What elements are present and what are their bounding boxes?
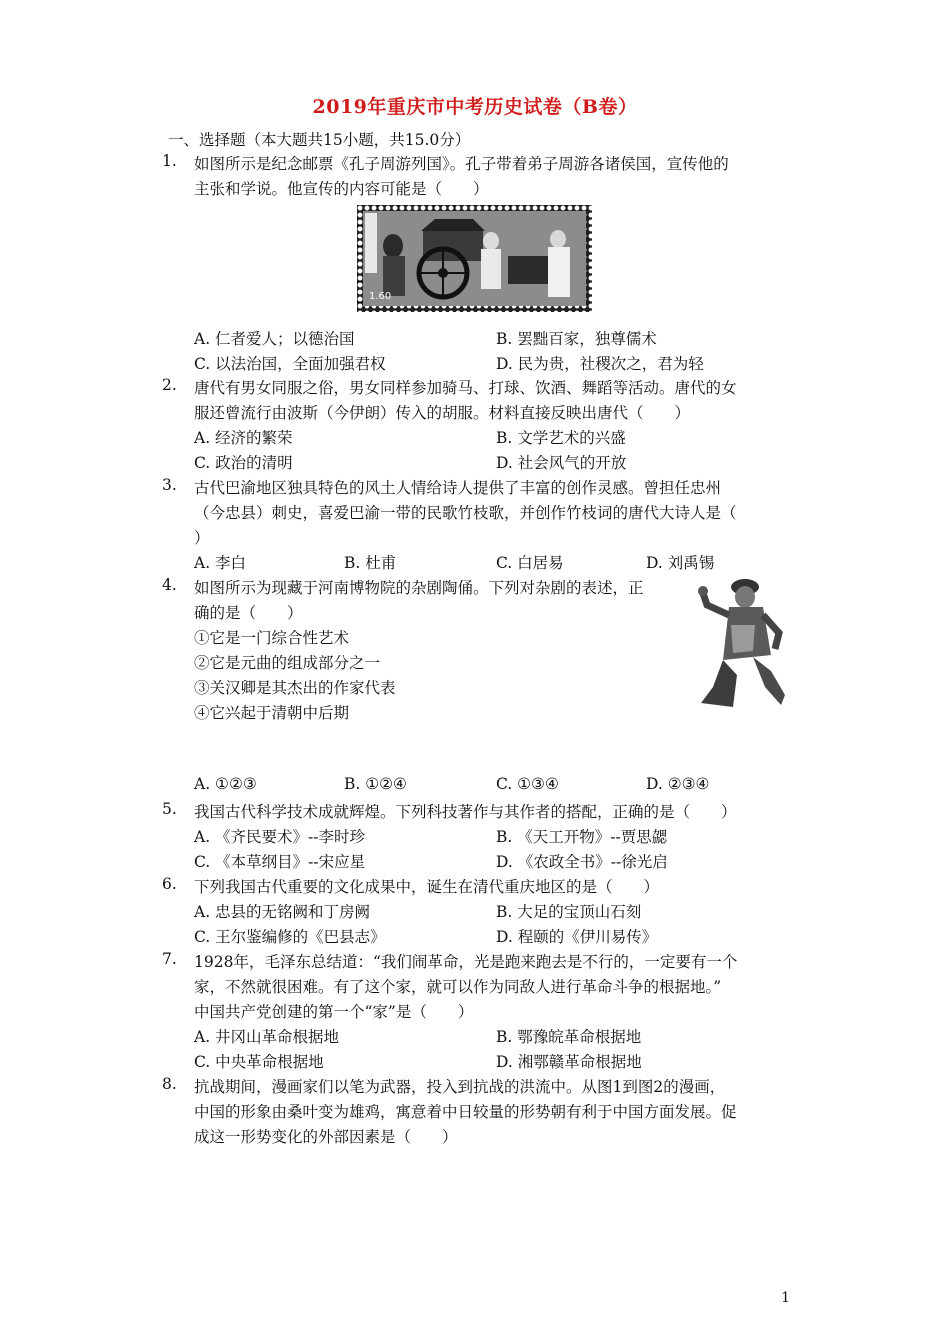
question-line: 服还曾流行由波斯（今伊朗）传入的胡服。材料直接反映出唐代（ ） <box>194 404 691 422</box>
question-line: 1928年，毛泽东总结道：“我们闹革命，光是跑来跑去是不行的，一定要有一个 <box>194 953 738 971</box>
option-c: C. 以法治国，全面加强君权 <box>194 355 386 373</box>
statement-1: ①它是一门综合性艺术 <box>194 629 350 647</box>
option-c: C. 政治的清明 <box>194 454 293 472</box>
option-b: B. 鄂豫皖革命根据地 <box>496 1028 642 1046</box>
option-d: D. 社会风气的开放 <box>496 454 627 472</box>
option-b: B. 《天工开物》--贾思勰 <box>496 828 668 846</box>
question-number: 7. <box>162 950 177 968</box>
question-line: 成这一形势变化的外部因素是（ ） <box>194 1128 458 1146</box>
option-a: A. ①②③ <box>194 775 257 793</box>
question-line: 中国共产党创建的第一个“家”是（ ） <box>194 1003 474 1021</box>
option-b: B. 大足的宝顶山石刻 <box>496 903 642 921</box>
option-a: A. 经济的繁荣 <box>194 429 293 447</box>
option-b: B. 文学艺术的兴盛 <box>496 429 626 447</box>
question-line: 古代巴渝地区独具特色的风土人情给诗人提供了丰富的创作灵感。曾担任忠州 <box>194 479 722 497</box>
option-c: C. 《本草纲目》--宋应星 <box>194 853 366 871</box>
option-d: D. 《农政全书》--徐光启 <box>496 853 668 871</box>
option-a: A. 仁者爱人；以德治国 <box>194 330 355 348</box>
exam-title: 2019年重庆市中考历史试卷（B卷） <box>312 96 638 118</box>
question-line: 家，不然就很困难。有了这个家，就可以作为同敌人进行革命斗争的根据地。” <box>194 978 722 996</box>
question-number: 5. <box>162 800 177 818</box>
option-a: A. 《齐民要术》--李时珍 <box>194 828 366 846</box>
question-number: 3. <box>162 476 177 494</box>
option-c: C. ①③④ <box>496 775 559 793</box>
option-d: D. ②③④ <box>646 775 710 793</box>
question-line: 主张和学说。他宣传的内容可能是（ ） <box>194 180 489 198</box>
option-b: B. ①②④ <box>344 775 407 793</box>
option-d: D. 程颐的《伊川易传》 <box>496 928 658 946</box>
question-number: 6. <box>162 875 177 893</box>
statement-3: ③关汉卿是其杰出的作家代表 <box>194 679 396 697</box>
option-c: C. 中央革命根据地 <box>194 1053 324 1071</box>
option-c: C. 王尔鉴编修的《巴县志》 <box>194 928 386 946</box>
stamp-value: 1.60 <box>369 291 392 302</box>
page-number: 1 <box>781 1290 790 1306</box>
question-number: 4. <box>162 576 177 594</box>
option-d: D. 民为贵，社稷次之，君为轻 <box>496 355 704 373</box>
question-line: 下列我国古代重要的文化成果中，诞生在清代重庆地区的是（ ） <box>194 878 660 896</box>
question-number: 1. <box>162 152 177 170</box>
question-number: 2. <box>162 376 177 394</box>
option-a: A. 忠县的无铭阙和丁房阙 <box>194 903 371 921</box>
question-line: （今忠县）刺史，喜爱巴渝一带的民歌竹枝歌，并创作竹枝词的唐代大诗人是（ <box>194 504 737 522</box>
option-a: A. 李白 <box>194 554 247 572</box>
option-b: B. 杜甫 <box>344 554 397 572</box>
question-line: 唐代有男女同服之俗，男女同样参加骑马、打球、饮酒、舞蹈等活动。唐代的女 <box>194 379 737 397</box>
option-c: C. 白居易 <box>496 554 564 572</box>
statement-4: ④它兴起于清朝中后期 <box>194 704 350 722</box>
question-line: ） <box>194 529 210 547</box>
confucius-stamp-image <box>357 205 592 312</box>
pottery-figure-illustration <box>693 575 788 710</box>
question-line: 确的是（ ） <box>194 604 303 622</box>
question-line: 如图所示为现藏于河南博物院的杂剧陶俑。下列对杂剧的表述，正 <box>194 579 644 597</box>
option-b: B. 罢黜百家，独尊儒术 <box>496 330 657 348</box>
question-line: 我国古代科学技术成就辉煌。下列科技著作与其作者的搭配，正确的是（ ） <box>194 803 737 821</box>
option-d: D. 刘禹锡 <box>646 554 715 572</box>
question-number: 8. <box>162 1075 177 1093</box>
stamp-illustration <box>363 211 586 306</box>
question-line: 如图所示是纪念邮票《孔子周游列国》。孔子带着弟子周游各诸侯国，宣传他的 <box>194 155 729 173</box>
option-d: D. 湘鄂赣革命根据地 <box>496 1053 642 1071</box>
statement-2: ②它是元曲的组成部分之一 <box>194 654 381 672</box>
option-a: A. 井冈山革命根据地 <box>194 1028 340 1046</box>
section-heading: 一、选择题（本大题共15小题，共15.0分） <box>168 131 471 149</box>
zaju-pottery-figure-image <box>693 575 788 710</box>
question-line: 中国的形象由桑叶变为雄鸡，寓意着中日较量的形势朝有利于中国方面发展。促 <box>194 1103 737 1121</box>
question-line: 抗战期间，漫画家们以笔为武器，投入到抗战的洪流中。从图1到图2的漫画， <box>194 1078 726 1096</box>
